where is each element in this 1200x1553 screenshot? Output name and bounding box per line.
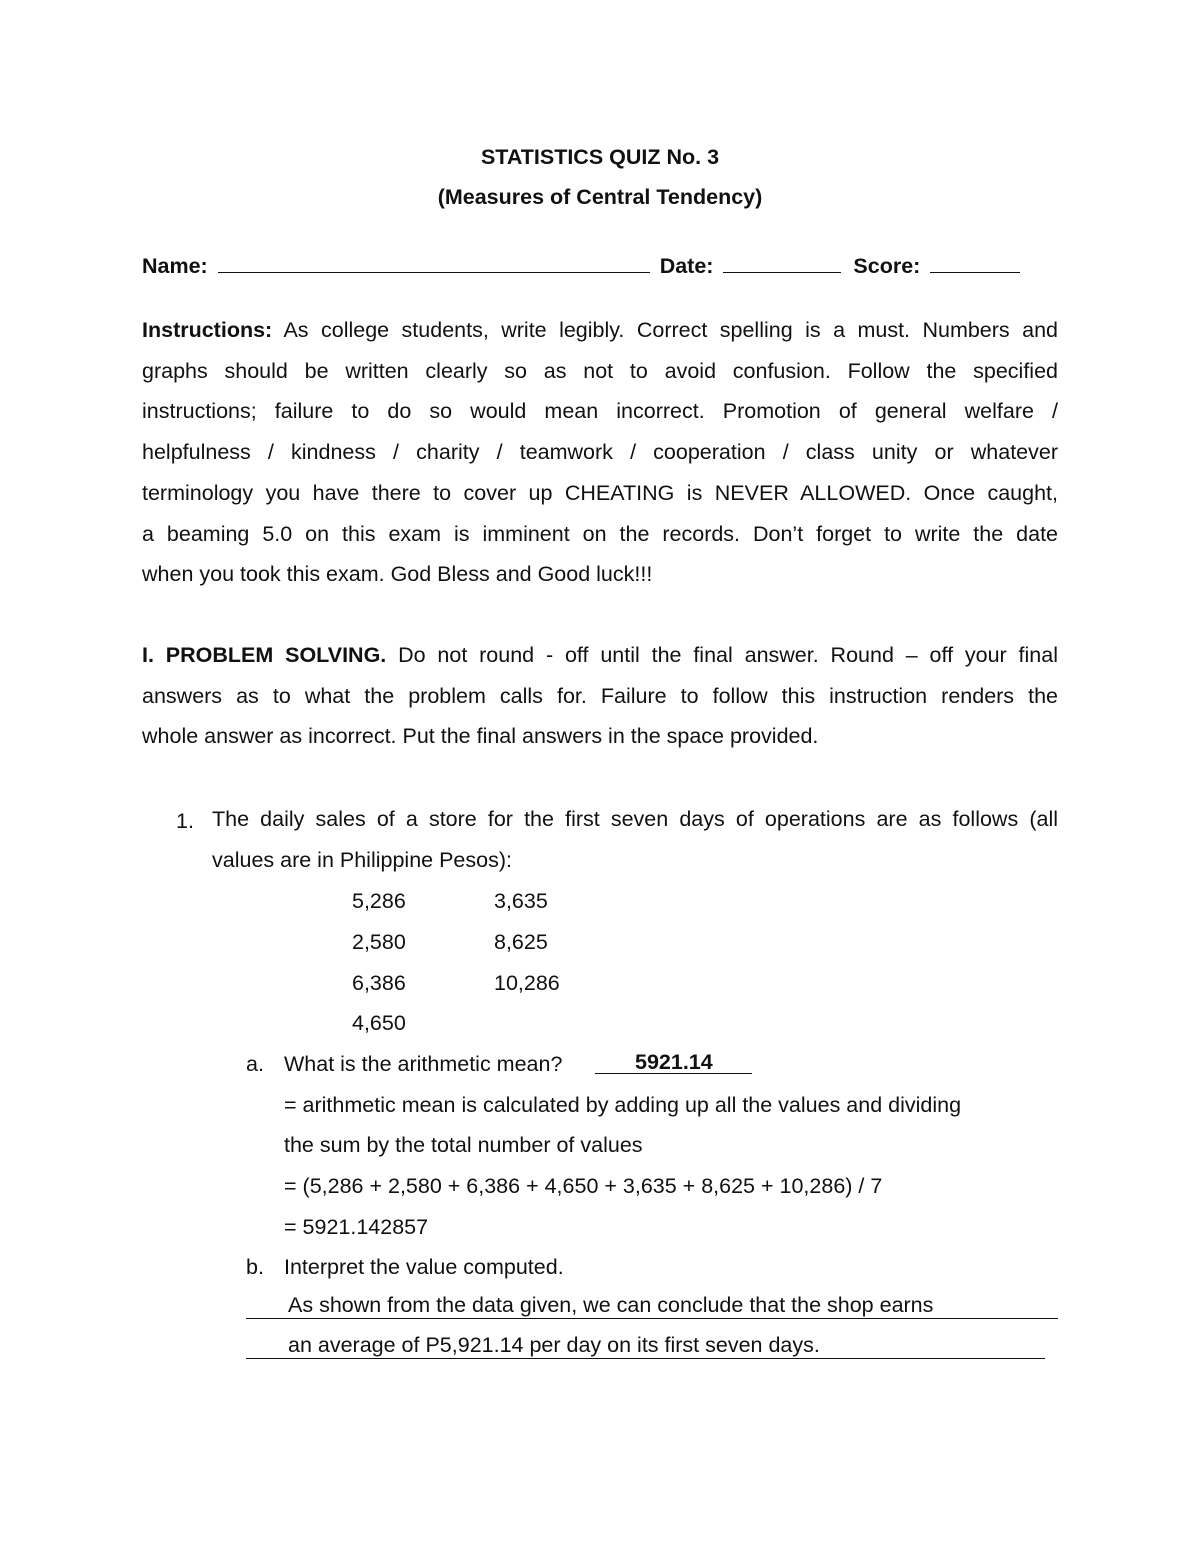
score-field[interactable] bbox=[930, 252, 1020, 273]
instructions-label: Instructions: bbox=[142, 318, 273, 342]
instructions-line: As college students, write legibly. Correct spelling is a must. Numbers and bbox=[272, 318, 1058, 342]
instructions-line: terminology you have there to cover up CHEATING is NEVER ALLOWED. Once caught, bbox=[142, 480, 1058, 505]
mean-answer: 5921.14 bbox=[635, 1050, 713, 1074]
sales-value: 3,635 bbox=[494, 889, 548, 913]
interpretation-text: As shown from the data given, we can conclude that the shop earns bbox=[288, 1293, 934, 1317]
score-label: Score: bbox=[853, 254, 921, 278]
instructions-line: when you took this exam. God Bless and Good luck!!! bbox=[142, 562, 653, 587]
header-fields bbox=[142, 252, 1020, 279]
part-b-question: Interpret the value computed. bbox=[284, 1255, 564, 1279]
date-label: Date: bbox=[659, 254, 714, 278]
instructions-paragraph bbox=[142, 310, 1058, 595]
section-line: Do not round - off until the final answer. Round – off your final bbox=[386, 643, 1058, 667]
sales-value: 2,580 bbox=[352, 930, 406, 954]
name-field[interactable] bbox=[218, 252, 650, 273]
sales-value: 5,286 bbox=[352, 889, 406, 913]
work-line: = arithmetic mean is calculated by adding up all the values and dividing bbox=[284, 1093, 962, 1117]
section-line: whole answer as incorrect. Put the final answers in the space provided. bbox=[142, 724, 819, 749]
date-field[interactable] bbox=[723, 252, 841, 273]
interpretation-text: an average of P5,921.14 per day on its first seven days. bbox=[288, 1333, 820, 1357]
part-a-marker: a. bbox=[246, 1052, 264, 1076]
instructions-line: a beaming 5.0 on this exam is imminent on the records. Don’t forget to write the date bbox=[142, 521, 1058, 546]
work-line: the sum by the total number of values bbox=[284, 1133, 643, 1157]
sales-value: 8,625 bbox=[494, 930, 548, 954]
instructions-line: instructions; failure to do so would mean incorrect. Promotion of general welfare / bbox=[142, 399, 1058, 424]
name-label: Name: bbox=[142, 254, 208, 278]
problem-line: values are in Philippine Pesos): bbox=[212, 847, 512, 872]
problem-number: 1. bbox=[176, 809, 194, 833]
page-subtitle: (Measures of Central Tendency) bbox=[437, 185, 763, 209]
work-line: = 5921.142857 bbox=[284, 1215, 429, 1239]
instructions-line: graphs should be written clearly so as not to avoid confusion. Follow the specified bbox=[142, 358, 1058, 383]
page-title: STATISTICS QUIZ No. 3 bbox=[480, 145, 720, 169]
sales-value: 6,386 bbox=[352, 971, 406, 995]
sales-value: 4,650 bbox=[352, 1011, 406, 1035]
problem-statement bbox=[212, 799, 1058, 880]
part-a-question: What is the arithmetic mean? bbox=[284, 1052, 563, 1076]
problem-line: The daily sales of a store for the first seven days of operations are as follows (all bbox=[212, 807, 1058, 831]
sales-value: 10,286 bbox=[494, 971, 560, 995]
section-label: I. PROBLEM SOLVING. bbox=[142, 643, 387, 667]
instructions-line: helpfulness / kindness / charity / teamwork / cooperation / class unity or whatever bbox=[142, 440, 1058, 465]
section-problem-solving bbox=[142, 635, 1058, 757]
part-b-marker: b. bbox=[246, 1255, 264, 1279]
section-line: answers as to what the problem calls for. Failure to follow this instruction renders the bbox=[142, 683, 1058, 708]
work-line: = (5,286 + 2,580 + 6,386 + 4,650 + 3,635 + 8,625 + 10,286) / 7 bbox=[284, 1174, 883, 1198]
